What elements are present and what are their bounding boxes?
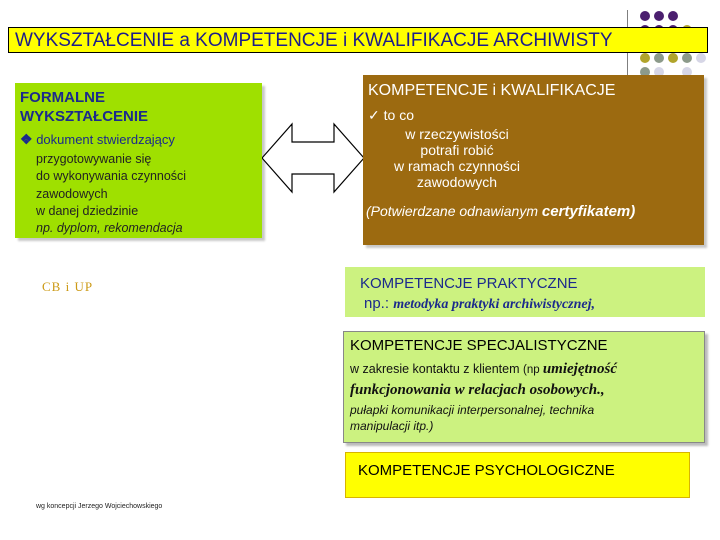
detail-line: manipulacji itp.) bbox=[350, 419, 434, 433]
dot bbox=[682, 53, 692, 63]
practical-heading: KOMPETENCJE PRAKTYCZNE bbox=[360, 275, 578, 292]
dot bbox=[640, 53, 650, 63]
check-icon: ✓ bbox=[368, 107, 380, 123]
sub-prefix: np.: bbox=[364, 295, 394, 312]
body-line: w rzeczywistości bbox=[405, 126, 509, 142]
specialist-line: funkcjonowania w relacjach osobowych., bbox=[350, 382, 605, 398]
footer-credit: wg koncepcji Jerzego Wojciechowskiego bbox=[36, 503, 163, 510]
sub-text: metodyka praktyki archiwistycznej, bbox=[393, 297, 596, 312]
certification-note bbox=[366, 203, 635, 220]
dot bbox=[696, 53, 706, 63]
psychological-heading: KOMPETENCJE PSYCHOLOGICZNE bbox=[358, 462, 615, 479]
line-part: w zakresie kontaktu z klientem bbox=[350, 362, 523, 376]
body-line: przygotowywanie się bbox=[36, 152, 152, 166]
formal-education-body bbox=[36, 151, 186, 237]
body-line: w ramach czynności bbox=[393, 158, 521, 174]
dot bbox=[654, 11, 664, 21]
body-line: potrafi robić bbox=[420, 142, 494, 158]
body-line: w danej dziedzinie bbox=[36, 203, 139, 218]
bullet-text: to co bbox=[383, 107, 414, 123]
formal-education-heading bbox=[20, 88, 148, 126]
cb-up-label: CB i UP bbox=[42, 279, 94, 294]
heading-line: FORMALNE bbox=[20, 89, 105, 106]
body-line: zawodowych bbox=[416, 174, 498, 190]
double-arrow-icon bbox=[262, 122, 364, 194]
page-title: WYKSZTAŁCENIE a KOMPETENCJE i KWALIFIKACJE ARCHIWISTY bbox=[8, 27, 708, 53]
specialist-details bbox=[350, 402, 594, 434]
note-bold: certyfikatem) bbox=[541, 203, 636, 220]
practical-subtext bbox=[364, 295, 595, 313]
diamond-bullet-icon: ❖ bbox=[20, 131, 33, 147]
specialist-heading: KOMPETENCJE SPECJALISTYCZNE bbox=[350, 337, 608, 354]
competences-heading: KOMPETENCJE i KWALIFIKACJE bbox=[368, 82, 616, 99]
bullet-text: dokument stwierdzający bbox=[36, 132, 175, 147]
formal-education-bullet bbox=[20, 131, 175, 148]
line-part: umiejętność bbox=[542, 361, 617, 377]
specialist-line bbox=[350, 361, 617, 378]
dot bbox=[654, 53, 664, 63]
body-line: zawodowych bbox=[36, 186, 108, 201]
competences-bullet bbox=[368, 106, 414, 124]
dot bbox=[668, 53, 678, 63]
dot bbox=[668, 11, 678, 21]
detail-line: pułapki komunikacji interpersonalnej, technika bbox=[350, 403, 595, 417]
body-line: do wykonywania czynności bbox=[36, 169, 187, 184]
heading-line: WYKSZTAŁCENIE bbox=[20, 108, 149, 125]
line-part: (np bbox=[523, 364, 543, 376]
dot bbox=[640, 11, 650, 21]
competences-body bbox=[387, 126, 527, 190]
note-text: (Potwierdzane odnawianym bbox=[366, 203, 542, 219]
example-line: np. dyplom, rekomendacja bbox=[36, 221, 183, 236]
